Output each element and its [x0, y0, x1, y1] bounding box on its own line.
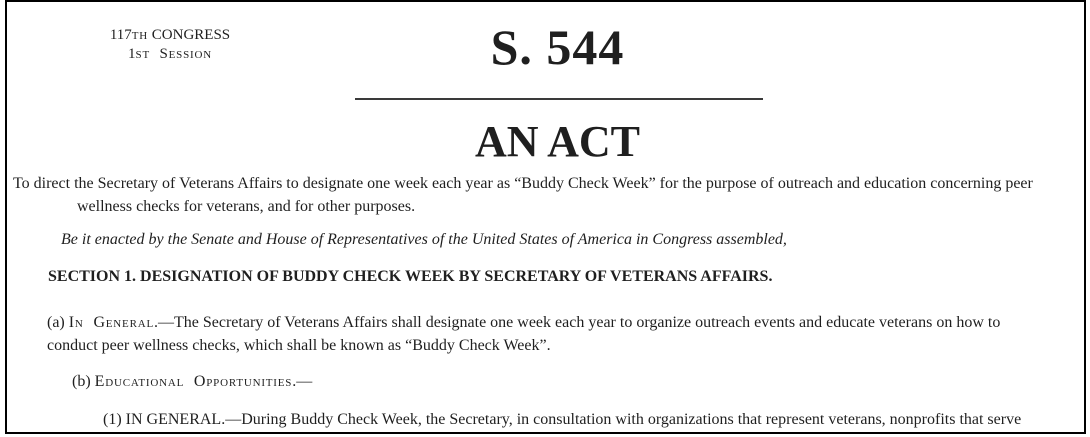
bill-number: S. 544 [490, 19, 625, 75]
subsection-b [47, 370, 1076, 393]
preamble-line-2: wellness checks for veterans, and for other purposes. [77, 198, 416, 215]
subsection-a-label: (a) [47, 314, 69, 331]
preamble-line-1: To direct the Secretary of Veterans Affairs to designate one week each year as “Buddy Check Week” for the purpose of outreach and education concerning peer [13, 175, 1033, 192]
paragraph-1-body: During Buddy Check Week, the Secretary, in consultation with organizations that represent veterans, nonprofits that serve [241, 411, 1022, 428]
section-1-heading: SECTION 1. DESIGNATION OF BUDDY CHECK WEEK BY SECRETARY OF VETERANS AFFAIRS. [48, 268, 773, 285]
congress-ordinal-suffix: th [131, 27, 149, 43]
paragraph-1-label: (1) [103, 411, 126, 428]
paragraph-1-heading: IN GENERAL [125, 411, 222, 428]
session-word: Session [149, 46, 212, 62]
subsection-a-line-1 [47, 311, 1076, 334]
act-heading: AN ACT [474, 117, 641, 166]
subsection-b-separator: .— [292, 373, 313, 390]
session-ordinal-suffix: st [135, 46, 150, 62]
subsection-a-body-line-2: conduct peer wellness checks, which shall be known as “Buddy Check Week”. [47, 337, 551, 354]
subsection-a-separator: .— [153, 314, 174, 331]
bill-page [5, 0, 1086, 434]
subsection-a-body-line-1: The Secretary of Veterans Affairs shall designate one week each year to organize outreach events and educate veterans on how to [173, 314, 1001, 331]
paragraph-1 [47, 408, 1076, 431]
title-divider-rule [355, 98, 763, 100]
paragraph-1-separator: .— [221, 411, 242, 428]
enacting-clause: Be it enacted by the Senate and House of Representatives of the United States of America in Congress assembled, [61, 231, 787, 248]
subsection-a-heading: In General [68, 314, 154, 331]
subsection-b-heading: Educational Opportunities [94, 373, 293, 390]
subsection-b-label: (b) [72, 373, 95, 390]
congress-number: 117 [109, 27, 132, 43]
subsection-a [47, 311, 1076, 357]
session-number: 1 [128, 46, 136, 62]
preamble [13, 172, 1080, 218]
congress-word: CONGRESS [148, 27, 231, 43]
